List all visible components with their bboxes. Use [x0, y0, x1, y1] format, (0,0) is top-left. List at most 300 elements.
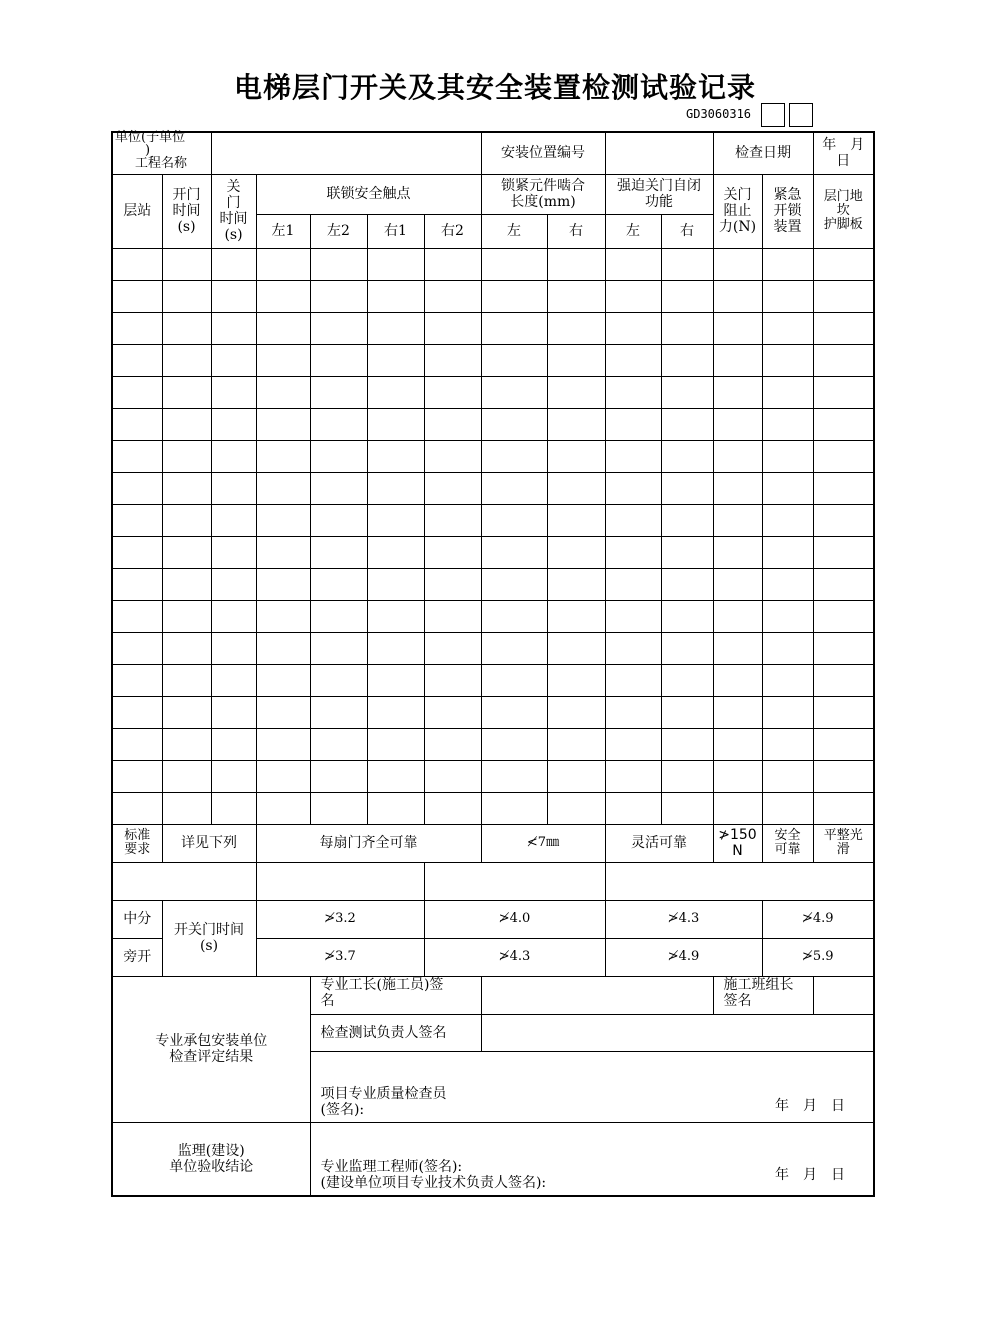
entry-cell[interactable] — [481, 728, 547, 760]
entry-cell[interactable] — [112, 408, 162, 440]
team-leader-value[interactable] — [813, 976, 874, 1014]
entry-cell[interactable] — [310, 760, 367, 792]
entry-cell[interactable] — [762, 760, 813, 792]
table-row — [112, 600, 874, 632]
entry-cell[interactable] — [813, 632, 874, 664]
entry-cell[interactable] — [424, 312, 481, 344]
entry-cell[interactable] — [367, 312, 424, 344]
entry-cell[interactable] — [661, 792, 713, 824]
entry-cell[interactable] — [813, 408, 874, 440]
standard-stop: ≯150 N — [713, 824, 762, 862]
entry-cell[interactable] — [762, 504, 813, 536]
entry-cell[interactable] — [310, 600, 367, 632]
entry-cell[interactable] — [762, 568, 813, 600]
entry-cell[interactable] — [762, 344, 813, 376]
entry-cell[interactable] — [713, 344, 762, 376]
entry-cell[interactable] — [310, 728, 367, 760]
entry-cell[interactable] — [162, 408, 211, 440]
entry-cell[interactable] — [713, 248, 762, 280]
entry-cell[interactable] — [813, 568, 874, 600]
table-row — [112, 728, 874, 760]
entry-cell[interactable] — [661, 344, 713, 376]
entry-cell[interactable] — [367, 664, 424, 696]
entry-cell[interactable] — [211, 376, 256, 408]
entry-cell[interactable] — [162, 344, 211, 376]
entry-cell[interactable] — [112, 536, 162, 568]
entry-cell[interactable] — [256, 344, 310, 376]
entry-cell[interactable] — [162, 792, 211, 824]
entry-cell[interactable] — [112, 696, 162, 728]
entry-cell[interactable] — [547, 248, 605, 280]
entry-cell[interactable] — [211, 632, 256, 664]
entry-cell[interactable] — [547, 472, 605, 504]
entry-cell[interactable] — [424, 440, 481, 472]
entry-cell[interactable] — [762, 792, 813, 824]
entry-cell[interactable] — [310, 504, 367, 536]
entry-cell[interactable] — [661, 440, 713, 472]
tester-sign-value[interactable] — [481, 1014, 874, 1051]
entry-cell[interactable] — [256, 568, 310, 600]
entry-cell[interactable] — [256, 408, 310, 440]
door-type-center: 中分 — [112, 900, 162, 938]
entry-cell[interactable] — [605, 280, 661, 312]
entry-cell[interactable] — [661, 472, 713, 504]
col-lock-mesh: 锁紧元件啮合 长度(mm) — [481, 174, 605, 214]
entry-cell[interactable] — [162, 280, 211, 312]
entry-cell[interactable] — [310, 280, 367, 312]
entry-cell[interactable] — [713, 376, 762, 408]
entry-cell[interactable] — [211, 504, 256, 536]
entry-cell[interactable] — [713, 664, 762, 696]
entry-cell[interactable] — [481, 280, 547, 312]
entry-cell[interactable] — [547, 536, 605, 568]
entry-cell[interactable] — [762, 664, 813, 696]
entry-cell[interactable] — [424, 376, 481, 408]
entry-cell[interactable] — [661, 600, 713, 632]
entry-cell[interactable] — [367, 632, 424, 664]
entry-cell[interactable] — [211, 568, 256, 600]
entry-cell[interactable] — [762, 728, 813, 760]
entry-cell[interactable] — [112, 344, 162, 376]
door-time-value: ≯4.9 — [762, 900, 874, 938]
entry-cell[interactable] — [547, 760, 605, 792]
entry-cell[interactable] — [481, 568, 547, 600]
entry-cell[interactable] — [367, 248, 424, 280]
entry-cell[interactable] — [112, 312, 162, 344]
entry-cell[interactable] — [256, 376, 310, 408]
entry-cell[interactable] — [481, 664, 547, 696]
entry-cell[interactable] — [813, 696, 874, 728]
entry-cell[interactable] — [547, 728, 605, 760]
table-row — [112, 472, 874, 504]
table-row — [112, 248, 874, 280]
table-row — [112, 664, 874, 696]
entry-cell[interactable] — [605, 760, 661, 792]
entry-cell[interactable] — [367, 472, 424, 504]
entry-cell[interactable] — [605, 536, 661, 568]
entry-cell[interactable] — [713, 696, 762, 728]
entry-cell[interactable] — [112, 568, 162, 600]
entry-cell[interactable] — [813, 344, 874, 376]
code-box-2[interactable] — [789, 103, 813, 127]
entry-cell[interactable] — [547, 280, 605, 312]
entry-cell[interactable] — [256, 312, 310, 344]
entry-cell[interactable] — [762, 248, 813, 280]
entry-cell[interactable] — [367, 568, 424, 600]
entry-cell[interactable] — [481, 632, 547, 664]
entry-cell[interactable] — [424, 472, 481, 504]
entry-cell[interactable] — [112, 472, 162, 504]
entry-cell[interactable] — [162, 760, 211, 792]
entry-cell[interactable] — [661, 632, 713, 664]
entry-cell[interactable] — [605, 440, 661, 472]
entry-cell[interactable] — [713, 408, 762, 440]
entry-cell[interactable] — [762, 408, 813, 440]
entry-cell[interactable] — [367, 504, 424, 536]
entry-cell[interactable] — [481, 248, 547, 280]
entry-cell[interactable] — [713, 472, 762, 504]
entry-cell[interactable] — [547, 632, 605, 664]
install-no-label: 安装位置编号 — [481, 132, 605, 174]
entry-cell[interactable] — [310, 376, 367, 408]
entry-cell[interactable] — [605, 408, 661, 440]
entry-cell[interactable] — [813, 376, 874, 408]
entry-cell[interactable] — [112, 792, 162, 824]
entry-cell[interactable] — [424, 600, 481, 632]
entry-cell[interactable] — [211, 728, 256, 760]
entry-cell[interactable] — [424, 696, 481, 728]
entry-cell[interactable] — [605, 248, 661, 280]
entry-cell[interactable] — [310, 408, 367, 440]
entry-cell[interactable] — [310, 696, 367, 728]
entry-cell[interactable] — [481, 440, 547, 472]
entry-cell[interactable] — [605, 344, 661, 376]
entry-cell[interactable] — [310, 568, 367, 600]
entry-cell[interactable] — [424, 792, 481, 824]
entry-cell[interactable] — [481, 536, 547, 568]
table-row — [112, 408, 874, 440]
entry-cell[interactable] — [424, 408, 481, 440]
entry-cell[interactable] — [256, 760, 310, 792]
entry-cell[interactable] — [211, 664, 256, 696]
door-time-label: 开关门时间 (s) — [162, 900, 256, 976]
entry-cell[interactable] — [813, 472, 874, 504]
team-leader-label: 施工班组长 签名 — [713, 976, 813, 1014]
entry-cell[interactable] — [661, 280, 713, 312]
entry-cell[interactable] — [762, 600, 813, 632]
entry-cell[interactable] — [310, 440, 367, 472]
blank-cell-4[interactable] — [605, 862, 874, 900]
entry-cell[interactable] — [605, 696, 661, 728]
entry-cell[interactable] — [547, 376, 605, 408]
entry-cell[interactable] — [605, 600, 661, 632]
col-force-left: 左 — [605, 214, 661, 248]
entry-cell[interactable] — [661, 664, 713, 696]
entry-cell[interactable] — [813, 728, 874, 760]
entry-cell[interactable] — [424, 728, 481, 760]
blank-cell-2[interactable] — [256, 862, 424, 900]
entry-cell[interactable] — [605, 568, 661, 600]
entry-cell[interactable] — [605, 664, 661, 696]
entry-cell[interactable] — [813, 760, 874, 792]
entry-cell[interactable] — [162, 472, 211, 504]
entry-cell[interactable] — [162, 312, 211, 344]
entry-cell[interactable] — [367, 280, 424, 312]
entry-cell[interactable] — [310, 664, 367, 696]
entry-cell[interactable] — [211, 312, 256, 344]
check-date-value[interactable]: 年 月 日 — [813, 132, 874, 174]
standard-interlock: 每扇门齐全可靠 — [256, 824, 481, 862]
entry-cell[interactable] — [713, 312, 762, 344]
supervision-result-label: 监理(建设) 单位验收结论 — [112, 1122, 310, 1196]
entry-cell[interactable] — [256, 632, 310, 664]
entry-cell[interactable] — [813, 664, 874, 696]
entry-cell[interactable] — [481, 312, 547, 344]
entry-cell[interactable] — [211, 536, 256, 568]
entry-cell[interactable] — [481, 504, 547, 536]
entry-cell[interactable] — [713, 728, 762, 760]
entry-cell[interactable] — [813, 600, 874, 632]
entry-cell[interactable] — [162, 248, 211, 280]
entry-cell[interactable] — [310, 632, 367, 664]
entry-cell[interactable] — [162, 600, 211, 632]
entry-cell[interactable] — [211, 760, 256, 792]
table-row — [112, 280, 874, 312]
entry-cell[interactable] — [547, 440, 605, 472]
table-row — [112, 504, 874, 536]
entry-cell[interactable] — [762, 472, 813, 504]
supervisor-date: 年 月 日 — [775, 1167, 845, 1183]
entry-cell[interactable] — [367, 440, 424, 472]
entry-cell[interactable] — [162, 376, 211, 408]
entry-cell[interactable] — [713, 280, 762, 312]
entry-cell[interactable] — [112, 280, 162, 312]
entry-cell[interactable] — [256, 792, 310, 824]
entry-cell[interactable] — [256, 728, 310, 760]
entry-cell[interactable] — [661, 536, 713, 568]
entry-cell[interactable] — [424, 536, 481, 568]
entry-cell[interactable] — [661, 376, 713, 408]
entry-cell[interactable] — [162, 536, 211, 568]
tester-sign-label: 检查测试负责人签名 — [310, 1014, 481, 1051]
entry-cell[interactable] — [424, 248, 481, 280]
entry-cell[interactable] — [424, 632, 481, 664]
entry-cell[interactable] — [112, 728, 162, 760]
entry-cell[interactable] — [813, 248, 874, 280]
entry-cell[interactable] — [310, 536, 367, 568]
entry-cell[interactable] — [112, 760, 162, 792]
table-row — [112, 632, 874, 664]
col-interlock: 联锁安全触点 — [256, 174, 481, 214]
entry-cell[interactable] — [713, 504, 762, 536]
entry-cell[interactable] — [367, 728, 424, 760]
entry-cell[interactable] — [256, 440, 310, 472]
entry-cell[interactable] — [481, 344, 547, 376]
entry-cell[interactable] — [424, 760, 481, 792]
col-emergency: 紧急 开锁 装置 — [762, 174, 813, 248]
entry-cell[interactable] — [547, 792, 605, 824]
entry-cell[interactable] — [661, 312, 713, 344]
entry-cell[interactable] — [547, 312, 605, 344]
unit-name-value[interactable] — [211, 132, 481, 174]
entry-cell[interactable] — [211, 280, 256, 312]
col-open-time: 开门 时间 (s) — [162, 174, 211, 248]
entry-cell[interactable] — [762, 280, 813, 312]
entry-cell[interactable] — [367, 600, 424, 632]
entry-cell[interactable] — [112, 376, 162, 408]
blank-cell-1[interactable] — [112, 862, 256, 900]
entry-cell[interactable] — [813, 504, 874, 536]
page-title: 电梯层门开关及其安全装置检测试验记录 — [233, 71, 756, 104]
entry-cell[interactable] — [256, 472, 310, 504]
entry-cell[interactable] — [762, 696, 813, 728]
entry-cell[interactable] — [256, 504, 310, 536]
entry-cell[interactable] — [367, 536, 424, 568]
entry-cell[interactable] — [547, 568, 605, 600]
unit-name-label: 单位(子单位 ) 工程名称 — [112, 132, 211, 174]
entry-cell[interactable] — [661, 568, 713, 600]
entry-cell[interactable] — [211, 600, 256, 632]
entry-cell[interactable] — [762, 536, 813, 568]
entry-cell[interactable] — [367, 792, 424, 824]
entry-cell[interactable] — [211, 344, 256, 376]
entry-cell[interactable] — [481, 760, 547, 792]
entry-cell[interactable] — [547, 600, 605, 632]
entry-cell[interactable] — [481, 376, 547, 408]
inspector-sign[interactable]: 项目专业质量检查员 (签名): 年 月 日 — [310, 1051, 874, 1122]
entry-cell[interactable] — [713, 568, 762, 600]
entry-cell[interactable] — [211, 792, 256, 824]
entry-cell[interactable] — [605, 632, 661, 664]
entry-cell[interactable] — [112, 440, 162, 472]
entry-cell[interactable] — [481, 472, 547, 504]
form-code: GD3060316 — [686, 107, 752, 121]
entry-cell[interactable] — [310, 472, 367, 504]
entry-cell[interactable] — [547, 408, 605, 440]
entry-cell[interactable] — [211, 248, 256, 280]
entry-cell[interactable] — [310, 344, 367, 376]
entry-cell[interactable] — [661, 408, 713, 440]
entry-cell[interactable] — [605, 472, 661, 504]
record-table — [111, 130, 879, 1197]
entry-cell[interactable] — [713, 600, 762, 632]
entry-cell[interactable] — [367, 376, 424, 408]
entry-cell[interactable] — [112, 600, 162, 632]
entry-cell[interactable] — [661, 728, 713, 760]
entry-cell[interactable] — [256, 248, 310, 280]
entry-cell[interactable] — [367, 696, 424, 728]
entry-cell[interactable] — [481, 696, 547, 728]
entry-cell[interactable] — [762, 312, 813, 344]
entry-cell[interactable] — [547, 664, 605, 696]
entry-cell[interactable] — [211, 440, 256, 472]
entry-cell[interactable] — [256, 280, 310, 312]
entry-cell[interactable] — [661, 504, 713, 536]
entry-cell[interactable] — [605, 728, 661, 760]
entry-cell[interactable] — [713, 792, 762, 824]
inspector-date: 年 月 日 — [775, 1097, 845, 1114]
entry-cell[interactable] — [762, 376, 813, 408]
entry-cell[interactable] — [813, 312, 874, 344]
entry-cell[interactable] — [112, 248, 162, 280]
entry-cell[interactable] — [310, 792, 367, 824]
table-row — [112, 344, 874, 376]
entry-cell[interactable] — [310, 312, 367, 344]
entry-cell[interactable] — [481, 600, 547, 632]
install-no-value[interactable] — [605, 132, 713, 174]
entry-cell[interactable] — [547, 504, 605, 536]
entry-cell[interactable] — [762, 440, 813, 472]
entry-cell[interactable] — [211, 408, 256, 440]
entry-cell[interactable] — [256, 664, 310, 696]
col-force-close: 强迫关门自闭 功能 — [605, 174, 713, 214]
entry-cell[interactable] — [424, 504, 481, 536]
entry-cell[interactable] — [605, 504, 661, 536]
table-row — [112, 568, 874, 600]
entry-cell[interactable] — [112, 504, 162, 536]
entry-cell[interactable] — [112, 632, 162, 664]
blank-cell-3[interactable] — [424, 862, 605, 900]
entry-cell[interactable] — [547, 696, 605, 728]
entry-cell[interactable] — [367, 760, 424, 792]
entry-cell[interactable] — [367, 408, 424, 440]
entry-cell[interactable] — [424, 568, 481, 600]
entry-cell[interactable] — [762, 632, 813, 664]
entry-cell[interactable] — [813, 280, 874, 312]
entry-cell[interactable] — [162, 440, 211, 472]
entry-cell[interactable] — [713, 440, 762, 472]
supervisor-sign[interactable]: 专业监理工程师(签名): (建设单位项目专业技术负责人签名): 年 月 日 — [310, 1122, 874, 1196]
entry-cell[interactable] — [367, 344, 424, 376]
entry-cell[interactable] — [162, 728, 211, 760]
entry-cell[interactable] — [256, 600, 310, 632]
entry-cell[interactable] — [424, 344, 481, 376]
entry-cell[interactable] — [424, 664, 481, 696]
entry-cell[interactable] — [310, 248, 367, 280]
entry-cell[interactable] — [256, 696, 310, 728]
entry-cell[interactable] — [481, 408, 547, 440]
entry-cell[interactable] — [813, 536, 874, 568]
entry-cell[interactable] — [713, 536, 762, 568]
entry-cell[interactable] — [211, 696, 256, 728]
entry-cell[interactable] — [813, 440, 874, 472]
entry-cell[interactable] — [813, 792, 874, 824]
entry-cell[interactable] — [162, 504, 211, 536]
entry-cell[interactable] — [605, 792, 661, 824]
col-sill-plate: 层门地 坎 护脚板 — [813, 174, 874, 248]
entry-cell[interactable] — [661, 760, 713, 792]
foreman-sign-value[interactable] — [481, 976, 713, 1014]
code-box-1[interactable] — [761, 103, 785, 127]
entry-cell[interactable] — [162, 696, 211, 728]
entry-cell[interactable] — [112, 664, 162, 696]
entry-cell[interactable] — [162, 664, 211, 696]
entry-cell[interactable] — [162, 568, 211, 600]
entry-cell[interactable] — [256, 536, 310, 568]
entry-cell[interactable] — [713, 632, 762, 664]
entry-cell[interactable] — [211, 472, 256, 504]
entry-cell[interactable] — [424, 280, 481, 312]
entry-cell[interactable] — [547, 344, 605, 376]
entry-cell[interactable] — [605, 376, 661, 408]
entry-cell[interactable] — [481, 792, 547, 824]
entry-cell[interactable] — [162, 632, 211, 664]
entry-cell[interactable] — [713, 760, 762, 792]
standard-emergency: 安全 可靠 — [762, 824, 813, 862]
entry-cell[interactable] — [661, 248, 713, 280]
entry-cell[interactable] — [661, 696, 713, 728]
entry-cell[interactable] — [605, 312, 661, 344]
